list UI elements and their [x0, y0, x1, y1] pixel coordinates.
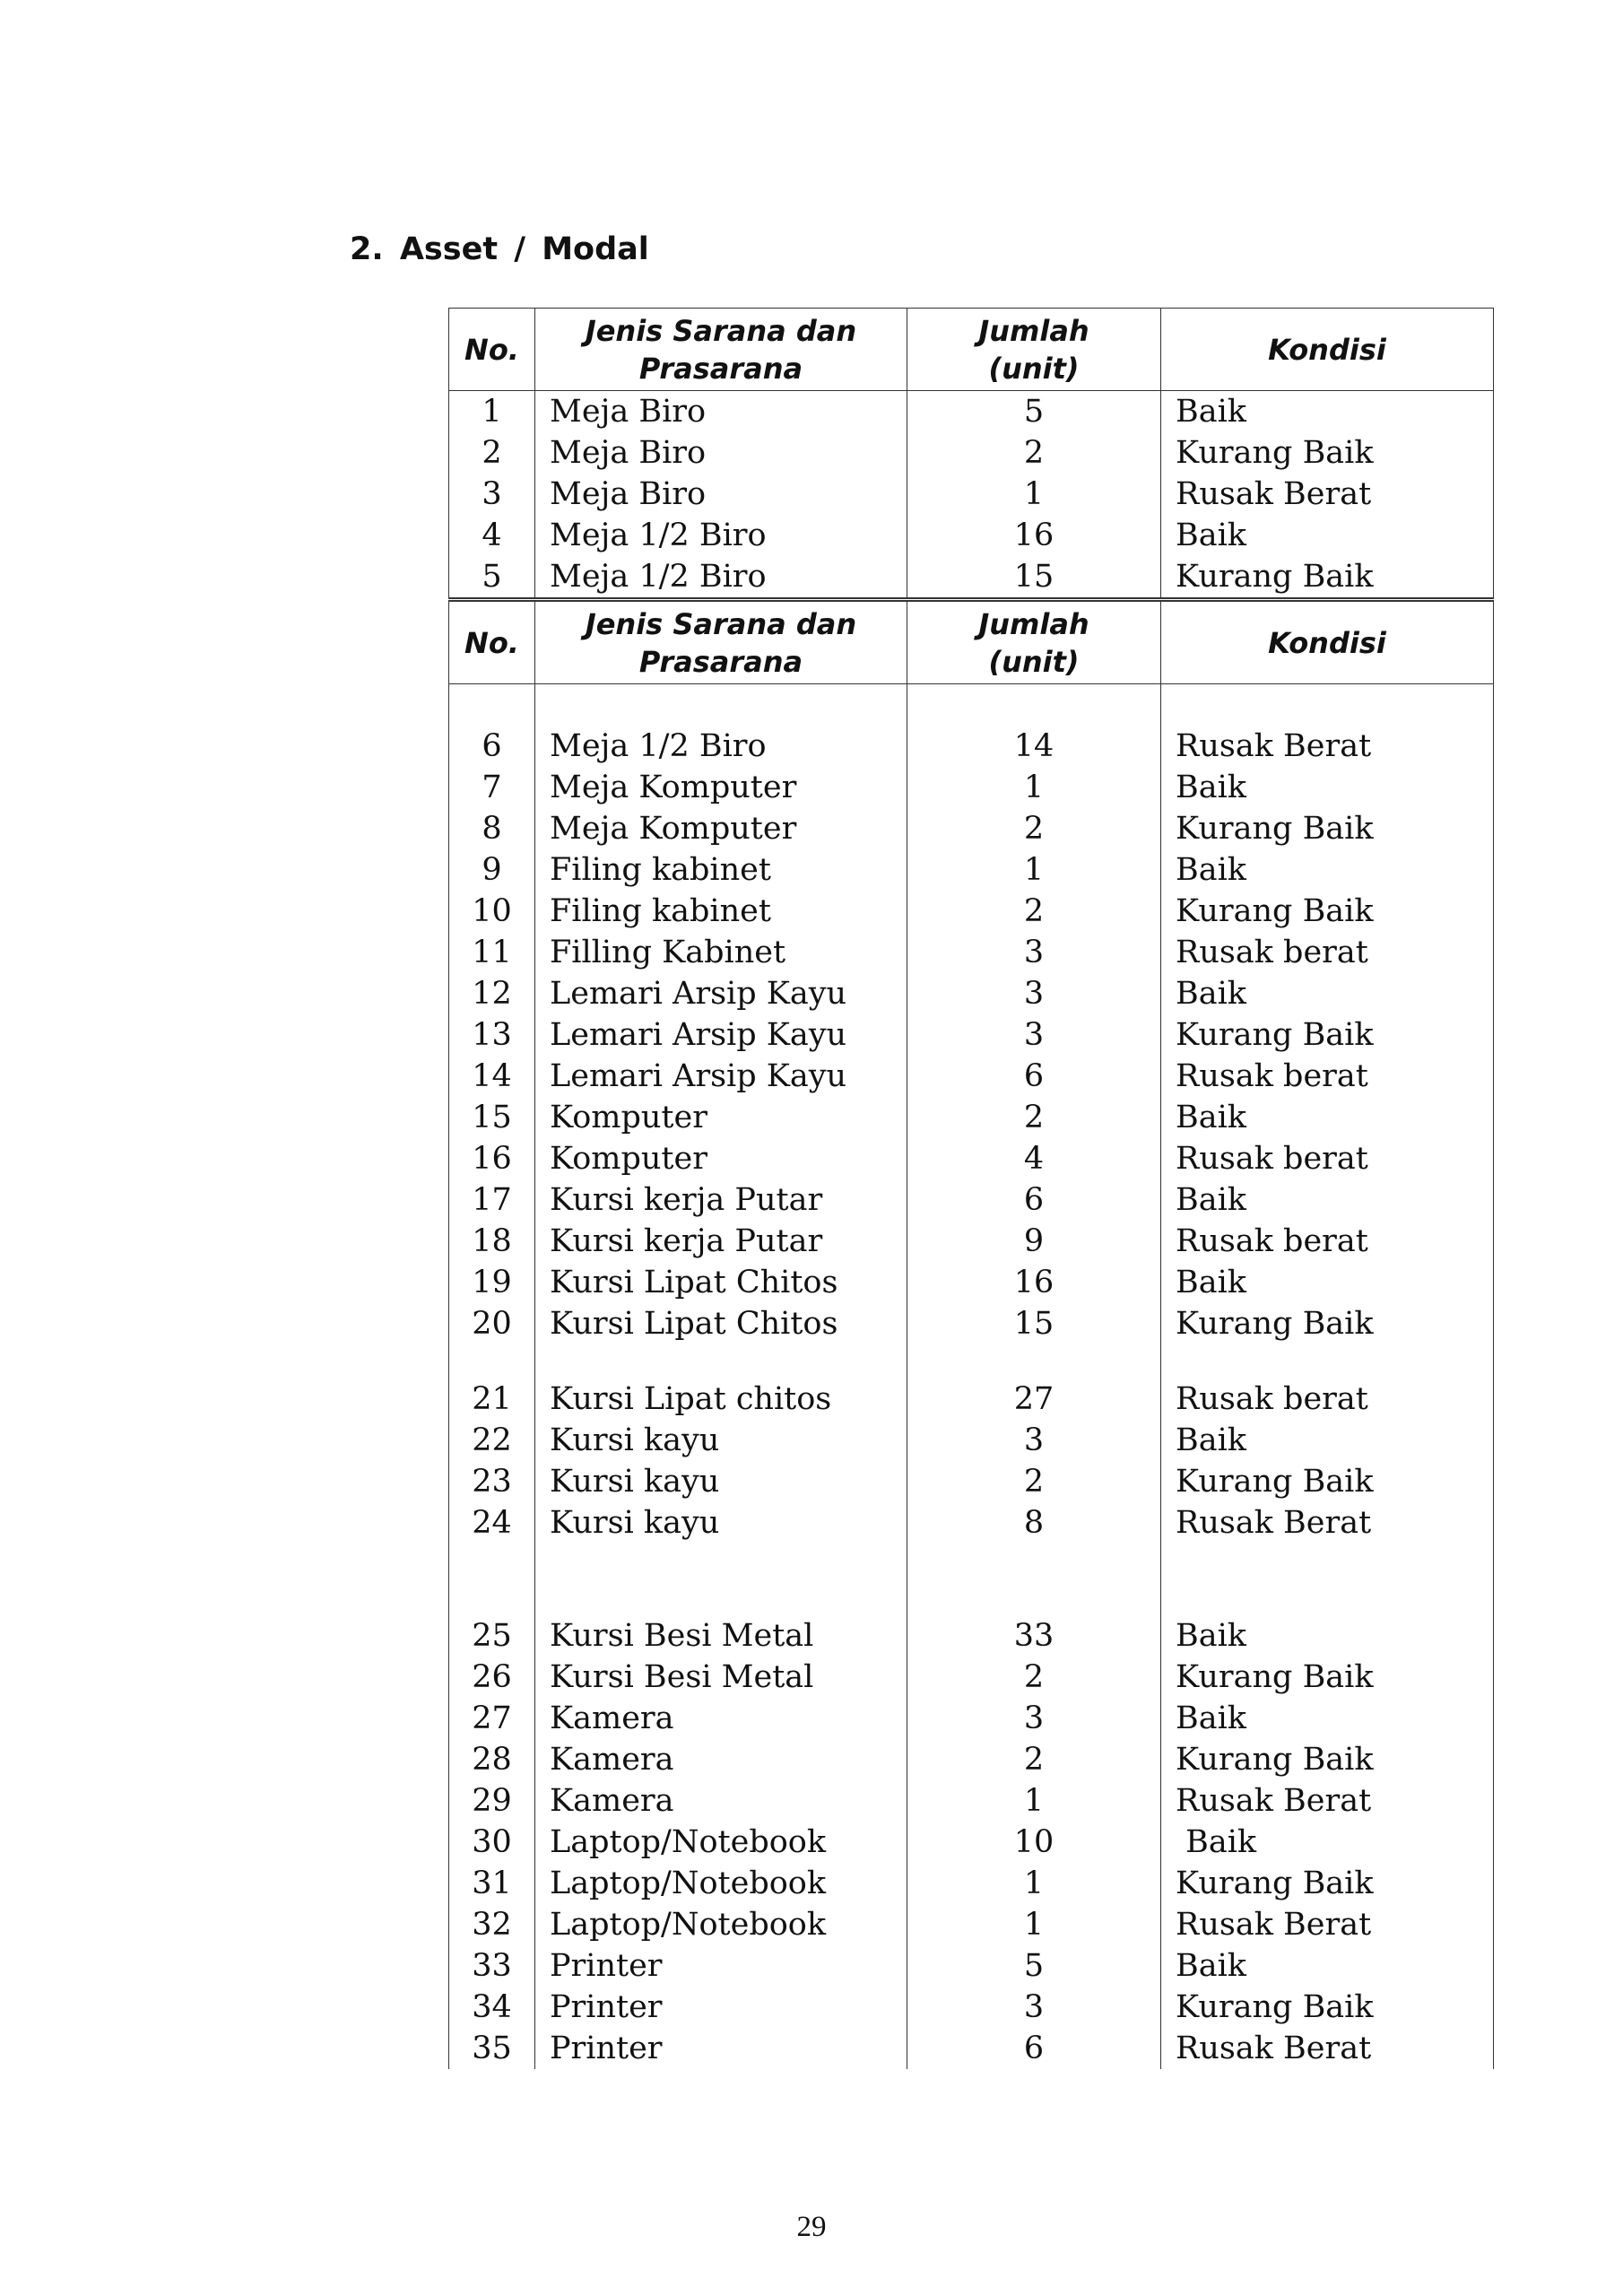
cell-qty: 1: [907, 1863, 1161, 1904]
cell-name: Meja Biro: [535, 391, 907, 433]
cell-name: Kamera: [535, 1780, 907, 1822]
table-row: [449, 1502, 1494, 1544]
table-row: [449, 1945, 1494, 1987]
cell-qty: 9: [907, 1221, 1161, 1262]
spacer-row: [449, 1344, 1494, 1378]
table-row: [449, 1378, 1494, 1420]
cell-cond: Rusak Berat: [1161, 1502, 1494, 1544]
cell-cond: Rusak berat: [1161, 1378, 1494, 1420]
cell-cond: Kurang Baik: [1161, 891, 1494, 932]
cell-cond: Kurang Baik: [1161, 556, 1494, 598]
cell-cond: Kurang Baik: [1161, 1987, 1494, 2028]
cell-cond: Kurang Baik: [1161, 1461, 1494, 1502]
cell-qty: 5: [907, 391, 1161, 433]
table-row: [449, 808, 1494, 849]
cell-cond: Baik: [1161, 1698, 1494, 1739]
header-name-line2: Prasarana: [638, 644, 803, 679]
cell-qty: 3: [907, 932, 1161, 973]
header-name-line1: Jenis Sarana dan: [585, 606, 857, 641]
cell-cond: Baik: [1161, 849, 1494, 891]
table-row: [449, 1262, 1494, 1303]
cell-name: Lemari Arsip Kayu: [535, 1014, 907, 1056]
cell-cond: Baik: [1161, 1945, 1494, 1987]
cell-qty: 2: [907, 891, 1161, 932]
header-qty: [907, 309, 1161, 391]
cell-qty: 14: [907, 726, 1161, 767]
cell-qty: 3: [907, 1014, 1161, 1056]
table-row: [449, 1014, 1494, 1056]
cell-qty: 4: [907, 1138, 1161, 1179]
cell-cond: Baik: [1161, 1097, 1494, 1138]
cell-qty: 2: [907, 1657, 1161, 1698]
table-row: [449, 1056, 1494, 1097]
table-header-row: [449, 309, 1494, 391]
cell-no: 17: [449, 1179, 535, 1221]
table-row: [449, 973, 1494, 1014]
cell-name: Meja Biro: [535, 432, 907, 474]
cell-name: Kamera: [535, 1739, 907, 1780]
cell-name: Filling Kabinet: [535, 932, 907, 973]
cell-qty: 1: [907, 767, 1161, 808]
table-row: [449, 1615, 1494, 1657]
cell-cond: Rusak Berat: [1161, 1904, 1494, 1945]
cell-qty: 1: [907, 1780, 1161, 1822]
cell-cond: Baik: [1161, 1262, 1494, 1303]
cell-qty: 3: [907, 1698, 1161, 1739]
cell-qty: 5: [907, 1945, 1161, 1987]
cell-cond: Baik: [1161, 1420, 1494, 1461]
cell-name: Laptop/Notebook: [535, 1904, 907, 1945]
cell-no: 14: [449, 1056, 535, 1097]
table-row: [449, 891, 1494, 932]
cell-cond: Rusak berat: [1161, 1221, 1494, 1262]
table-row: [449, 1221, 1494, 1262]
header-qty-line2: (unit): [988, 351, 1080, 386]
cell-name: Laptop/Notebook: [535, 1822, 907, 1863]
header-name: [535, 309, 907, 391]
table-row: [449, 767, 1494, 808]
cell-cond: Kurang Baik: [1161, 1863, 1494, 1904]
table-row: [449, 515, 1494, 556]
cell-cond: Rusak Berat: [1161, 474, 1494, 515]
cell-qty: 33: [907, 1615, 1161, 1657]
cell-no: 5: [449, 556, 535, 598]
cell-no: 8: [449, 808, 535, 849]
cell-name: Printer: [535, 2028, 907, 2069]
cell-cond: Rusak Berat: [1161, 726, 1494, 767]
cell-no: 2: [449, 432, 535, 474]
table-row: [449, 1904, 1494, 1945]
cell-qty: 3: [907, 1420, 1161, 1461]
cell-name: Kursi kayu: [535, 1502, 907, 1544]
cell-cond: Baik: [1161, 391, 1494, 433]
cell-cond: Baik: [1161, 515, 1494, 556]
cell-qty: 10: [907, 1822, 1161, 1863]
table-row: [449, 1863, 1494, 1904]
section-title: 2. Asset / Modal: [350, 231, 649, 267]
cell-cond: Kurang Baik: [1161, 808, 1494, 849]
cell-qty: 15: [907, 556, 1161, 598]
cell-qty: 16: [907, 1262, 1161, 1303]
cell-no: 29: [449, 1780, 535, 1822]
cell-qty: 1: [907, 849, 1161, 891]
table-row: [449, 1179, 1494, 1221]
cell-qty: 2: [907, 1461, 1161, 1502]
cell-name: Lemari Arsip Kayu: [535, 973, 907, 1014]
cell-no: 30: [449, 1822, 535, 1863]
cell-cond: Kurang Baik: [1161, 1303, 1494, 1344]
cell-no: 35: [449, 2028, 535, 2069]
cell-no: 11: [449, 932, 535, 973]
cell-qty: 2: [907, 1739, 1161, 1780]
cell-name: Laptop/Notebook: [535, 1863, 907, 1904]
cell-no: 21: [449, 1378, 535, 1420]
cell-no: 15: [449, 1097, 535, 1138]
cell-name: Komputer: [535, 1097, 907, 1138]
cell-no: 10: [449, 891, 535, 932]
cell-name: Kursi Lipat Chitos: [535, 1303, 907, 1344]
cell-no: 20: [449, 1303, 535, 1344]
cell-cond: Kurang Baik: [1161, 1014, 1494, 1056]
cell-name: Kursi Besi Metal: [535, 1615, 907, 1657]
table-row: [449, 726, 1494, 767]
cell-name: Komputer: [535, 1138, 907, 1179]
cell-name: Filing kabinet: [535, 849, 907, 891]
table-row: [449, 1987, 1494, 2028]
cell-name: Kursi kerja Putar: [535, 1221, 907, 1262]
cell-no: 6: [449, 726, 535, 767]
table-row: [449, 1657, 1494, 1698]
cell-qty: 2: [907, 432, 1161, 474]
table-row: [449, 556, 1494, 598]
header-name-line2: Prasarana: [638, 351, 803, 386]
cell-qty: 2: [907, 1097, 1161, 1138]
cell-qty: 6: [907, 2028, 1161, 2069]
table-row: [449, 1420, 1494, 1461]
table-row: [449, 1698, 1494, 1739]
header-name-line1: Jenis Sarana dan: [585, 313, 857, 348]
table-row: [449, 849, 1494, 891]
cell-no: 18: [449, 1221, 535, 1262]
cell-qty: 16: [907, 515, 1161, 556]
table-row: [449, 432, 1494, 474]
table-row: [449, 391, 1494, 433]
cell-cond: Rusak berat: [1161, 932, 1494, 973]
cell-name: Meja Komputer: [535, 767, 907, 808]
table-header-row: [449, 600, 1494, 684]
header-qty: [907, 600, 1161, 684]
cell-qty: 3: [907, 1987, 1161, 2028]
cell-name: Kamera: [535, 1698, 907, 1739]
cell-no: 25: [449, 1615, 535, 1657]
cell-qty: 8: [907, 1502, 1161, 1544]
header-qty-line2: (unit): [988, 644, 1080, 679]
table-row: [449, 1739, 1494, 1780]
cell-name: Meja 1/2 Biro: [535, 515, 907, 556]
cell-cond: Baik: [1161, 767, 1494, 808]
cell-no: 23: [449, 1461, 535, 1502]
cell-no: 7: [449, 767, 535, 808]
asset-table-part-1: [448, 308, 1494, 598]
cell-cond: Baik: [1161, 1822, 1494, 1863]
spacer-row: [449, 684, 1494, 726]
cell-cond: Kurang Baik: [1161, 1739, 1494, 1780]
cell-name: Kursi Besi Metal: [535, 1657, 907, 1698]
header-no: No.: [449, 600, 535, 684]
cell-no: 28: [449, 1739, 535, 1780]
cell-name: Kursi Lipat chitos: [535, 1378, 907, 1420]
cell-no: 26: [449, 1657, 535, 1698]
cell-no: 19: [449, 1262, 535, 1303]
table-row: [449, 474, 1494, 515]
cell-no: 27: [449, 1698, 535, 1739]
table-row: [449, 1822, 1494, 1863]
cell-name: Meja Biro: [535, 474, 907, 515]
cell-cond: Baik: [1161, 973, 1494, 1014]
cell-name: Meja 1/2 Biro: [535, 556, 907, 598]
table-row: [449, 1097, 1494, 1138]
cell-no: 1: [449, 391, 535, 433]
cell-name: Kursi kerja Putar: [535, 1179, 907, 1221]
header-qty-line1: Jumlah: [978, 313, 1089, 348]
cell-name: Kursi Lipat Chitos: [535, 1262, 907, 1303]
table-row: [449, 2028, 1494, 2069]
cell-cond: Rusak Berat: [1161, 2028, 1494, 2069]
cell-qty: 6: [907, 1179, 1161, 1221]
cell-qty: 3: [907, 973, 1161, 1014]
cell-name: Lemari Arsip Kayu: [535, 1056, 907, 1097]
cell-no: 4: [449, 515, 535, 556]
cell-cond: Kurang Baik: [1161, 432, 1494, 474]
cell-name: Printer: [535, 1945, 907, 1987]
cell-qty: 1: [907, 474, 1161, 515]
header-no: No.: [449, 309, 535, 391]
table-row: [449, 1303, 1494, 1344]
cell-cond: Baik: [1161, 1615, 1494, 1657]
asset-table-part-2: [448, 597, 1494, 2069]
cell-name: Kursi kayu: [535, 1461, 907, 1502]
table-row: [449, 1138, 1494, 1179]
cell-name: Meja 1/2 Biro: [535, 726, 907, 767]
header-cond: Kondisi: [1161, 309, 1494, 391]
header-cond: Kondisi: [1161, 600, 1494, 684]
cell-qty: 2: [907, 808, 1161, 849]
cell-cond: Rusak berat: [1161, 1056, 1494, 1097]
cell-no: 3: [449, 474, 535, 515]
spacer-row: [449, 1544, 1494, 1615]
table-row: [449, 932, 1494, 973]
header-name: [535, 600, 907, 684]
cell-no: 9: [449, 849, 535, 891]
cell-no: 12: [449, 973, 535, 1014]
cell-cond: Baik: [1161, 1179, 1494, 1221]
cell-qty: 27: [907, 1378, 1161, 1420]
cell-name: Kursi kayu: [535, 1420, 907, 1461]
cell-no: 31: [449, 1863, 535, 1904]
cell-qty: 6: [907, 1056, 1161, 1097]
cell-no: 34: [449, 1987, 535, 2028]
cell-cond: Rusak Berat: [1161, 1780, 1494, 1822]
cell-name: Filing kabinet: [535, 891, 907, 932]
cell-name: Printer: [535, 1987, 907, 2028]
table-row: [449, 1780, 1494, 1822]
cell-no: 13: [449, 1014, 535, 1056]
cell-qty: 1: [907, 1904, 1161, 1945]
table-row: [449, 1461, 1494, 1502]
cell-name: Meja Komputer: [535, 808, 907, 849]
cell-no: 16: [449, 1138, 535, 1179]
cell-no: 22: [449, 1420, 535, 1461]
cell-no: 32: [449, 1904, 535, 1945]
cell-cond: Rusak berat: [1161, 1138, 1494, 1179]
cell-qty: 15: [907, 1303, 1161, 1344]
page-number: 29: [796, 2211, 827, 2243]
cell-no: 33: [449, 1945, 535, 1987]
cell-cond: Kurang Baik: [1161, 1657, 1494, 1698]
header-qty-line1: Jumlah: [978, 606, 1089, 641]
cell-no: 24: [449, 1502, 535, 1544]
